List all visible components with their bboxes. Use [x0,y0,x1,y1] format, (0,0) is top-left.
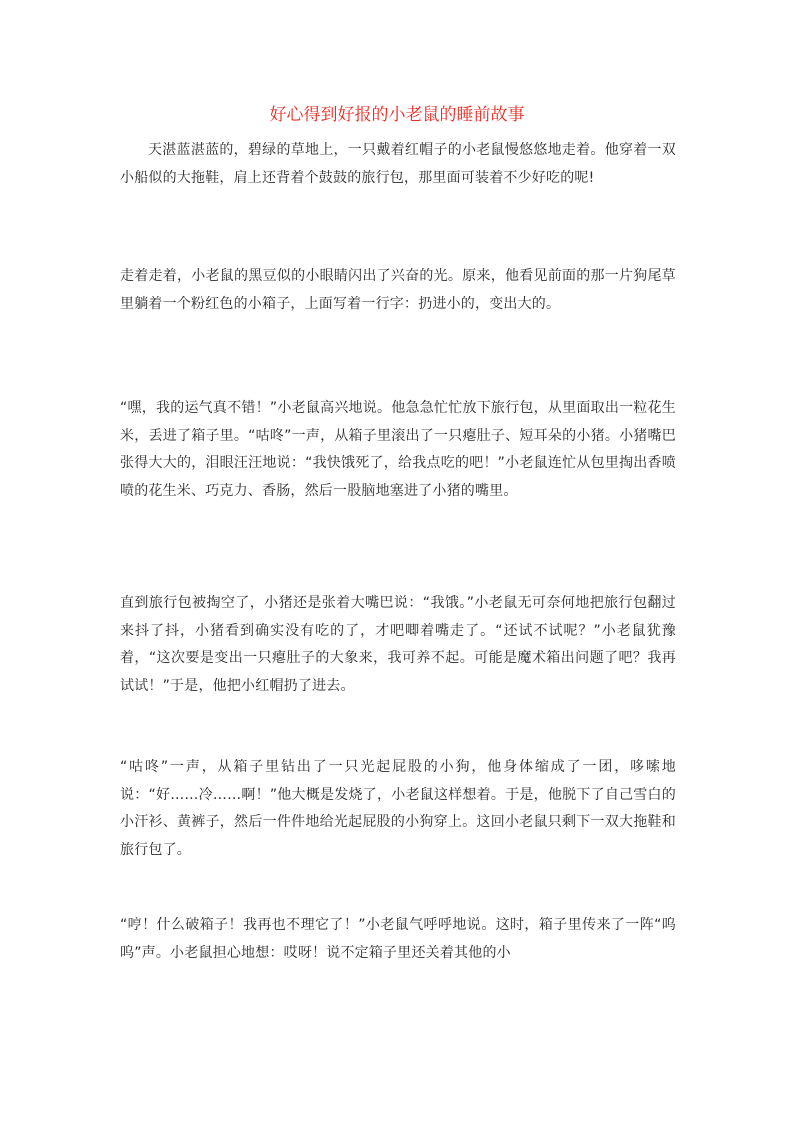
paragraph-4: 直到旅行包被掏空了，小猪还是张着大嘴巴说：“我饿。”小老鼠无可奈何地把旅行包翻过来抖了抖，小猪看到确实没有吃的了，才吧唧着嘴走了。“还试不试呢？”小老鼠犹豫着，“这次要是变出一只瘪肚子的大象来，我可养不起。可能是魔术箱出问题了吧？我再试试！”于是，他把小红帽扔了进去。 [120,595,676,694]
paragraph-3: “嘿，我的运气真不错！”小老鼠高兴地说。他急急忙忙放下旅行包，从里面取出一粒花生米，丢进了箱子里。“咕咚”一声，从箱子里滚出了一只瘪肚子、短耳朵的小猪。小猪嘴巴张得大大的，泪眼汪汪地说：“我快饿死了，给我点吃的吧！”小老鼠连忙从包里掏出香喷喷的花生米、巧克力、香肠，然后一股脑地塞进了小猪的嘴里。 [120,400,676,499]
paragraph-5: “咕咚”一声，从箱子里钻出了一只光起屁股的小狗，他身体缩成了一团，哆嗦地说：“好……冷……啊！”他大概是发烧了，小老鼠这样想着。于是，他脱下了自己雪白的小汗衫、黄裤子，然后一件件地给光起屁股的小狗穿上。这回小老鼠只剩下一双大拖鞋和旅行包了。 [120,759,676,858]
paragraph-2: 走着走着，小老鼠的黑豆似的小眼睛闪出了兴奋的光。原来，他看见前面的那一片狗尾草里躺着一个粉红色的小箱子，上面写着一行字：扔进小的，变出大的。 [120,268,676,312]
paragraph-1: 天湛蓝湛蓝的，碧绿的草地上，一只戴着红帽子的小老鼠慢悠悠地走着。他穿着一双小船似的大拖鞋，肩上还背着个鼓鼓的旅行包，那里面可装着不少好吃的呢! [120,142,676,186]
paragraph-6: “哼！什么破箱子！我再也不理它了！”小老鼠气呼呼地说。这时，箱子里传来了一阵“呜呜”声。小老鼠担心地想：哎呀！说不定箱子里还关着其他的小 [120,917,676,961]
story-title: 好心得到好报的小老鼠的睡前故事 [269,105,525,125]
